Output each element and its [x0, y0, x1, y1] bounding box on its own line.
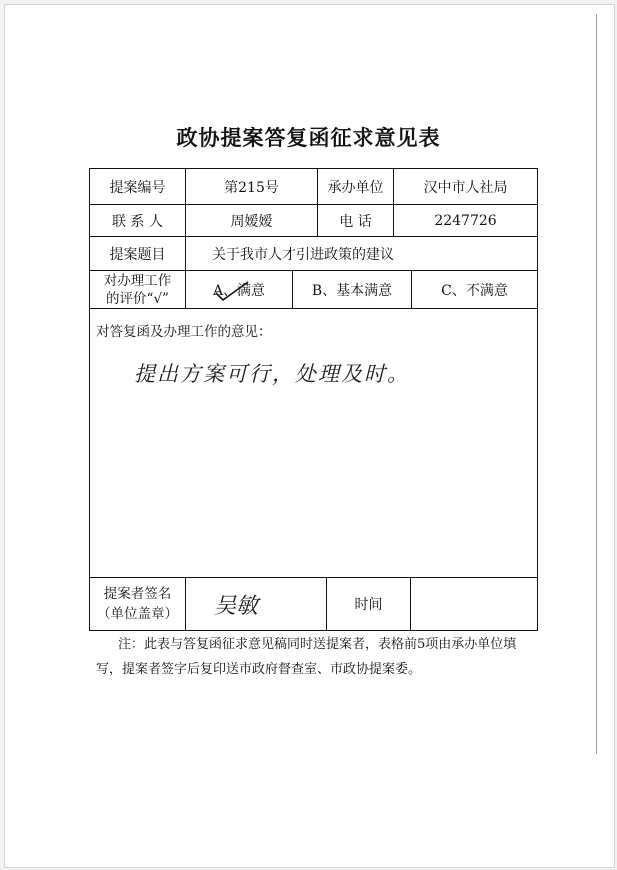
proposal-topic-value: 关于我市人才引进政策的建议	[212, 246, 394, 263]
opinion-label: 对答复函及办理工作的意见：	[96, 324, 272, 340]
evaluation-label-line2: 的评价“√”	[106, 290, 169, 307]
handling-unit-label: 承办单位	[327, 179, 384, 196]
handwritten-opinion: 提出方案可行，处理及时。	[134, 362, 410, 386]
footnote: 注：此表与答复函征求意见稿同时送提案者，表格前5项由承办单位填写，提案者签字后复印送市政府督查室、市政协提案委。	[96, 637, 517, 677]
evaluation-label	[90, 271, 185, 308]
option-satisfied-label: A、满意	[212, 282, 266, 299]
handling-unit-value: 汉中市人社局	[423, 179, 508, 196]
feedback-form-table	[89, 168, 538, 631]
time-label: 时间	[354, 597, 383, 613]
phone-label: 电 话	[339, 213, 372, 230]
contact-person-value: 周嫒嫒	[230, 213, 273, 230]
evaluation-label-line1: 对办理工作	[103, 272, 172, 289]
handwritten-signature: 吴敏	[214, 594, 259, 619]
signature-label-line2: （单位盖章）	[97, 606, 178, 622]
phone-value: 2247726	[434, 212, 497, 229]
row-divider	[90, 308, 537, 309]
contact-person-label: 联 系 人	[112, 213, 163, 230]
signature-label-line1: 提案者签名	[103, 586, 172, 602]
proposal-number-value: 第215号	[224, 179, 279, 196]
option-basically-satisfied[interactable]: B、基本满意	[311, 282, 393, 299]
col-divider	[185, 577, 186, 630]
option-dissatisfied[interactable]: C、不满意	[441, 282, 508, 299]
check-mark-icon	[214, 280, 250, 302]
form-title: 政协提案答复函征求意见表	[176, 125, 441, 150]
signature-label	[90, 578, 185, 630]
time-value	[411, 578, 537, 630]
proposal-topic-label: 提案题目	[109, 246, 166, 263]
proposal-number-label: 提案编号	[109, 179, 166, 196]
